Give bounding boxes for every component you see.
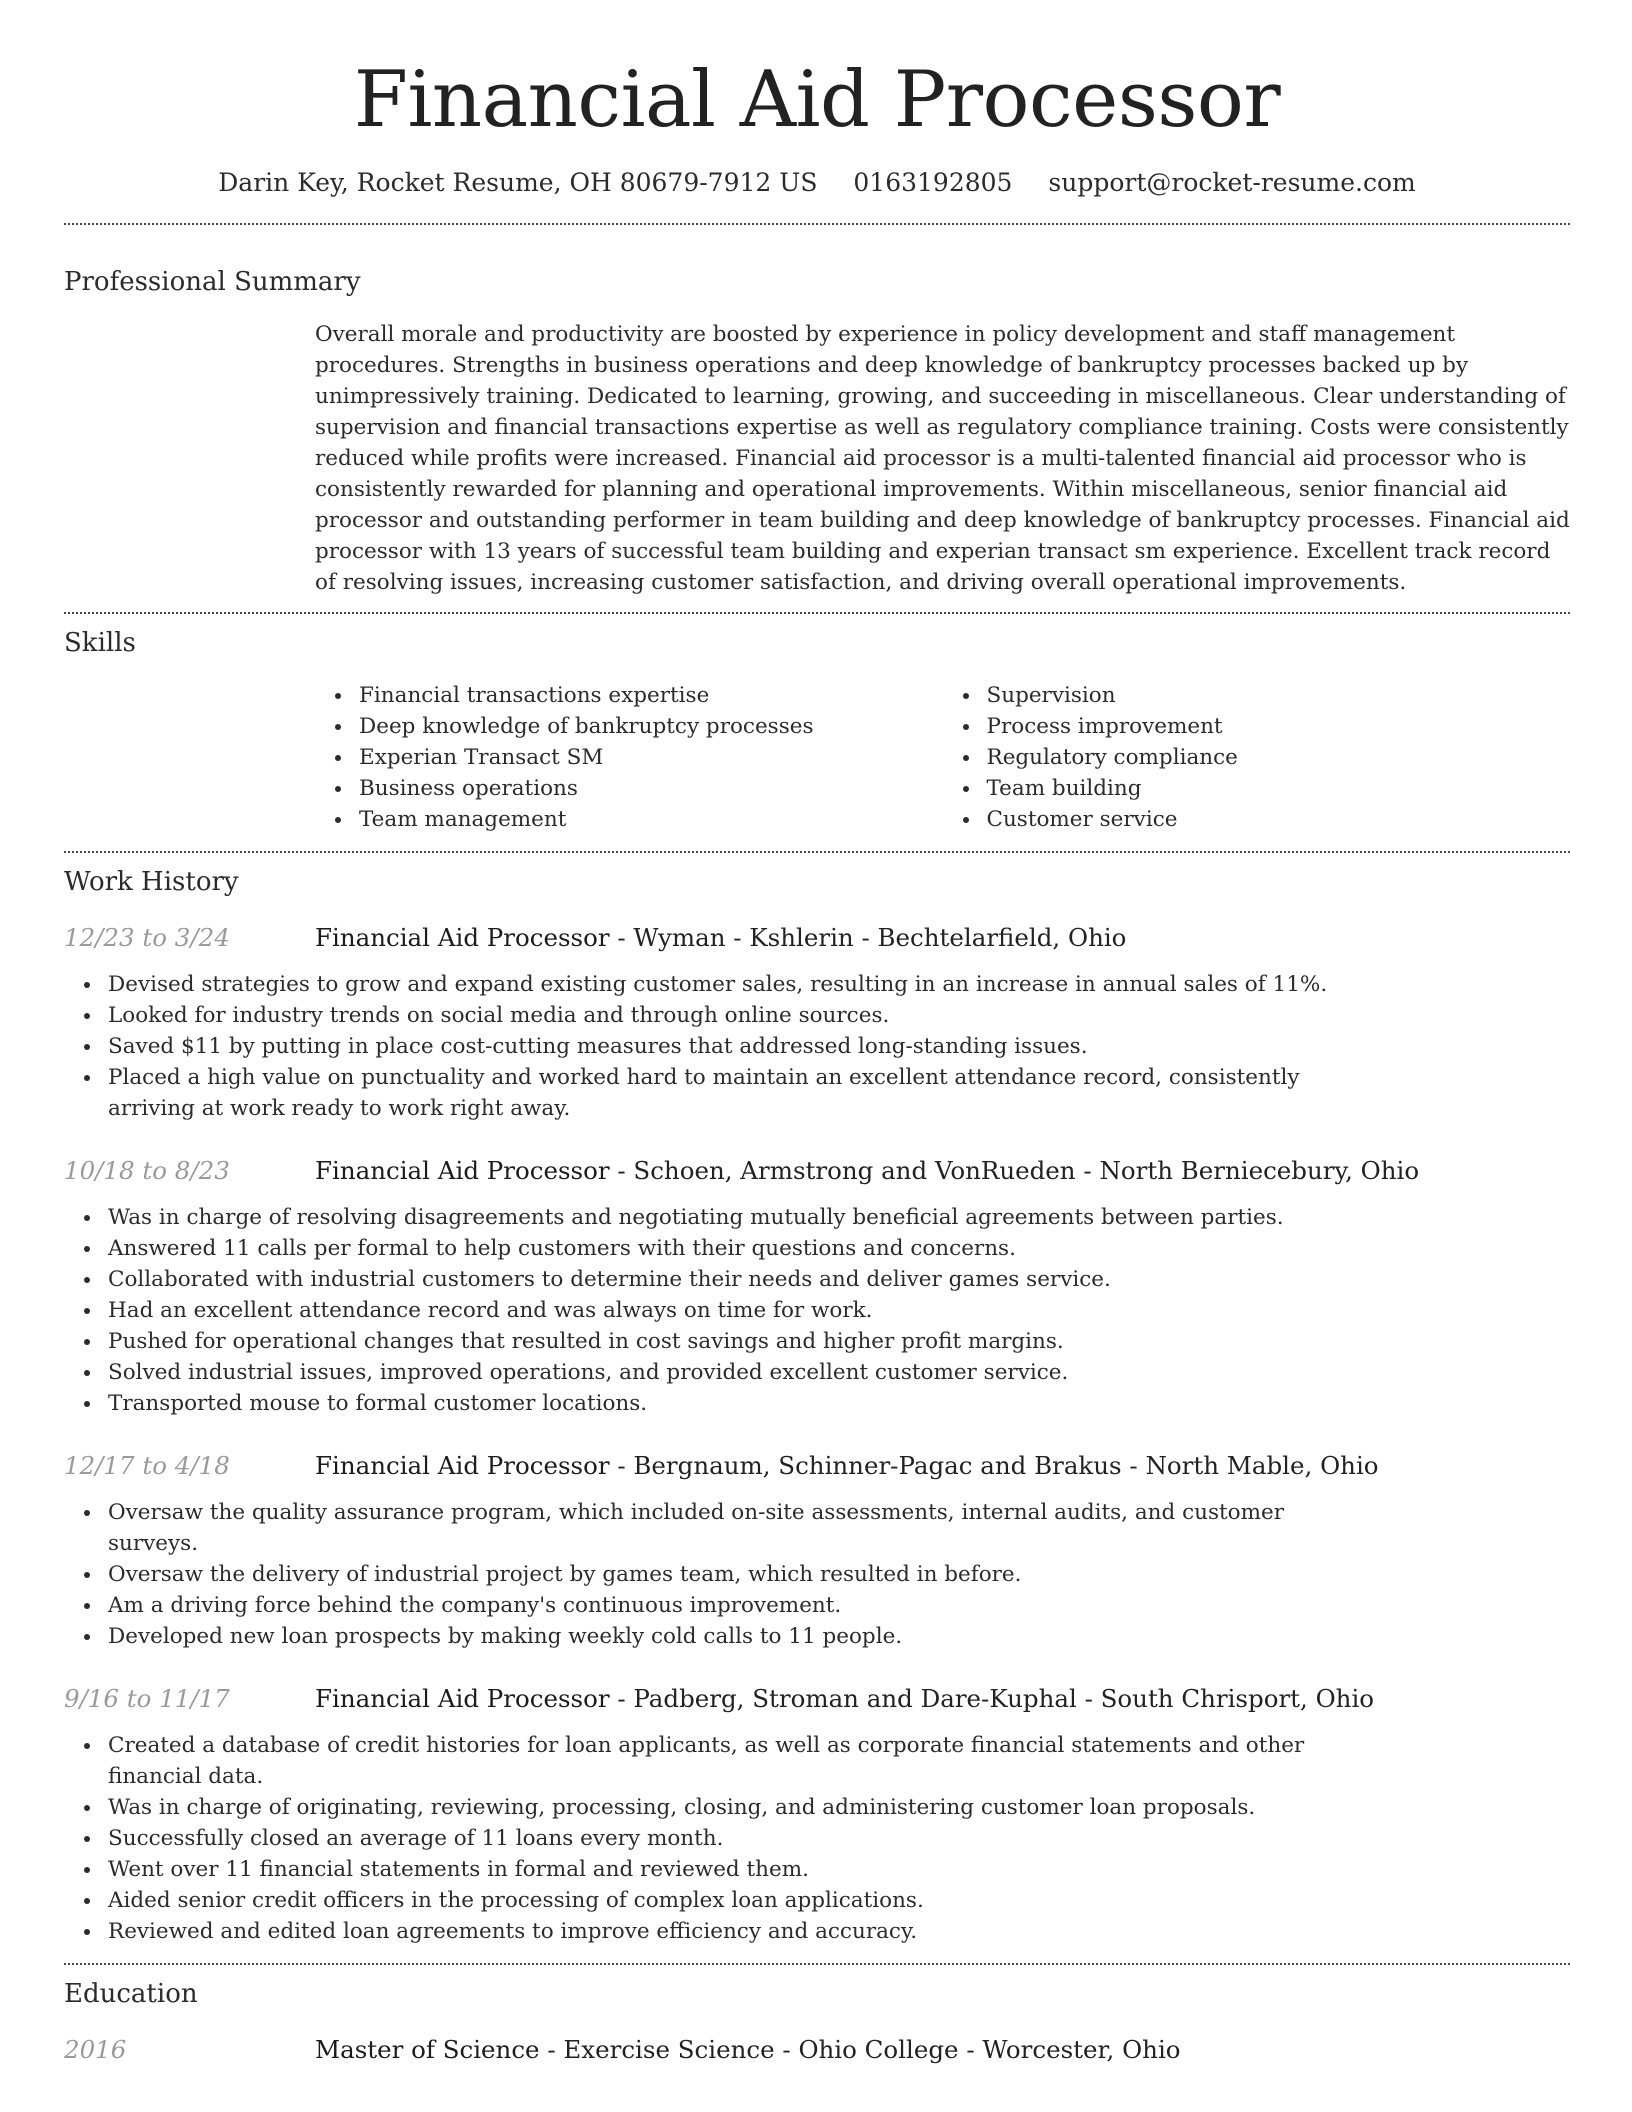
job-date: 10/18 to 8/23: [64, 1156, 230, 1185]
divider: [64, 1963, 1570, 1965]
contact-email: support@rocket-resume.com: [1048, 168, 1416, 197]
skill-item: Regulatory compliance: [987, 742, 1571, 773]
job-bullet: Transported mouse to formal customer locations.: [108, 1388, 1363, 1419]
section-title: Professional Summary: [64, 267, 361, 297]
skill-item: Process improvement: [987, 711, 1571, 742]
job-role: Financial Aid Processor: [315, 923, 610, 952]
job-title: [315, 1682, 1570, 1716]
job-bullet: Was in charge of originating, reviewing, processing, closing, and administering customer loan proposals.: [108, 1792, 1363, 1823]
contact-line: [64, 166, 1570, 200]
divider: [64, 851, 1570, 853]
job-bullets: [64, 1730, 1363, 1947]
skill-item: Customer service: [987, 804, 1571, 835]
candidate-title: Financial Aid Processor: [353, 55, 1281, 145]
skills-list-right: [943, 680, 1571, 835]
job-employer: - Bergnaum, Schinner-Pagac and Brakus - North Mable, Ohio: [609, 1451, 1379, 1480]
job-title: [315, 921, 1570, 955]
job-role: Financial Aid Processor: [315, 1451, 610, 1480]
job-bullet: Looked for industry trends on social media and through online sources.: [108, 1000, 1363, 1031]
job-date: 12/23 to 3/24: [64, 923, 230, 952]
section-title: Work History: [64, 867, 239, 897]
degree: Master of Science: [315, 2035, 540, 2064]
job-entry: [64, 921, 1570, 1124]
job-date: 9/16 to 11/17: [64, 1684, 230, 1713]
job-role: Financial Aid Processor: [315, 1156, 610, 1185]
skill-item: Business operations: [359, 773, 943, 804]
job-bullets: [64, 1497, 1363, 1652]
skill-item: Team management: [359, 804, 943, 835]
job-bullet: Am a driving force behind the company's continuous improvement.: [108, 1590, 1363, 1621]
skill-item: Supervision: [987, 680, 1571, 711]
job-bullet: Devised strategies to grow and expand existing customer sales, resulting in an increase in annual sales of 11%.: [108, 969, 1363, 1000]
section-title: Skills: [64, 628, 136, 658]
job-bullet: Created a database of credit histories for loan applicants, as well as corporate financial statements and other financial data.: [108, 1730, 1363, 1792]
job-bullet: Successfully closed an average of 11 loans every month.: [108, 1823, 1363, 1854]
job-bullet: Oversaw the quality assurance program, which included on-site assessments, internal audits, and customer surveys.: [108, 1497, 1363, 1559]
summary-section: [64, 265, 1570, 598]
job-date: 12/17 to 4/18: [64, 1451, 230, 1480]
job-bullet: Developed new loan prospects by making weekly cold calls to 11 people.: [108, 1621, 1363, 1652]
job-bullet: Solved industrial issues, improved operations, and provided excellent customer service.: [108, 1357, 1363, 1388]
skill-item: Experian Transact SM: [359, 742, 943, 773]
job-entry: [64, 1682, 1570, 1947]
skill-item: Financial transactions expertise: [359, 680, 943, 711]
skills-list-left: [315, 680, 943, 835]
job-bullet: Was in charge of resolving disagreements and negotiating mutually beneficial agreements between parties.: [108, 1202, 1363, 1233]
job-employer: - Padberg, Stroman and Dare-Kuphal - South Chrisport, Ohio: [609, 1684, 1375, 1713]
education-section: [64, 1977, 1570, 2067]
job-bullet: Oversaw the delivery of industrial project by games team, which resulted in before.: [108, 1559, 1363, 1590]
job-bullets: [64, 1202, 1363, 1419]
job-employer: - Schoen, Armstrong and VonRueden - North Berniecebury, Ohio: [609, 1156, 1420, 1185]
job-bullet: Reviewed and edited loan agreements to improve efficiency and accuracy.: [108, 1916, 1363, 1947]
divider: [64, 223, 1570, 225]
job-bullet: Collaborated with industrial customers to determine their needs and deliver games service.: [108, 1264, 1363, 1295]
job-bullet: Answered 11 calls per formal to help customers with their questions and concerns.: [108, 1233, 1363, 1264]
job-bullets: [64, 969, 1363, 1124]
job-entry: [64, 1154, 1570, 1419]
education-title: [315, 2033, 1570, 2067]
job-bullet: Pushed for operational changes that resulted in cost savings and higher profit margins.: [108, 1326, 1363, 1357]
work-history-section: [64, 865, 1570, 1947]
summary-text: Overall morale and productivity are boosted by experience in policy development and staff management procedures. Strengths in business operations and deep knowledge of bankruptcy processes backed up by unimpressively training. Dedicated to learning, growing, and succeeding in miscellaneous. Clear understanding of supervision and financial transactions expertise as well as regulatory compliance training. Costs were consistently reduced while profits were increased. Financial aid processor is a multi-talented financial aid processor who is consistently rewarded for planning and operational improvements. Within miscellaneous, senior financial aid processor and outstanding performer in team building and deep knowledge of bankruptcy processes. Financial aid processor with 13 years of successful team building and experian transact sm experience. Excellent track record of resolving issues, increasing customer satisfaction, and driving overall operational improvements.: [315, 322, 1570, 595]
section-title: Education: [64, 1979, 198, 2009]
job-title: [315, 1449, 1570, 1483]
job-entry: [64, 1449, 1570, 1652]
job-bullet: Went over 11 financial statements in formal and reviewed them.: [108, 1854, 1363, 1885]
job-bullet: Aided senior credit officers in the processing of complex loan applications.: [108, 1885, 1363, 1916]
education-entry: [64, 2033, 1570, 2067]
job-employer: - Wyman - Kshlerin - Bechtelarfield, Ohio: [609, 923, 1127, 952]
skills-section: [64, 626, 1570, 835]
divider: [64, 612, 1570, 614]
skills-columns: [315, 680, 1570, 835]
contact-address: Darin Key, Rocket Resume, OH 80679-7912 US: [218, 168, 818, 197]
job-bullet: Had an excellent attendance record and was always on time for work.: [108, 1295, 1363, 1326]
education-date: 2016: [64, 2035, 127, 2064]
education-school: - Exercise Science - Ohio College - Worcester, Ohio: [539, 2035, 1181, 2064]
job-bullet: Placed a high value on punctuality and worked hard to maintain an excellent attendance record, consistently arriving at work ready to work right away.: [108, 1062, 1363, 1124]
skill-item: Team building: [987, 773, 1571, 804]
job-bullet: Saved $11 by putting in place cost-cutting measures that addressed long-standing issues.: [108, 1031, 1363, 1062]
contact-phone: 0163192805: [853, 168, 1013, 197]
job-title: [315, 1154, 1570, 1188]
resume-page: [64, 0, 1570, 2067]
skill-item: Deep knowledge of bankruptcy processes: [359, 711, 943, 742]
job-role: Financial Aid Processor: [315, 1684, 610, 1713]
